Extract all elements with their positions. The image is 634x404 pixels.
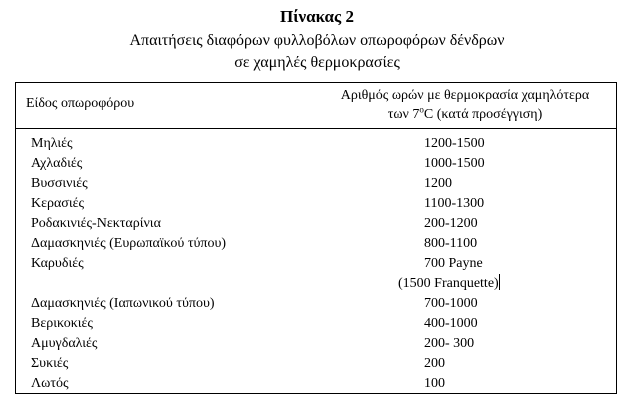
table-row [16,374,616,394]
fruit-name: Καρυδιές [31,256,84,271]
chill-hours: 1000-1500 [424,156,485,171]
table-title: Πίνακας 2 [280,7,354,26]
chill-hours: 700-1000 [424,296,478,311]
table-row [16,314,616,334]
chill-hours: 1200-1500 [424,136,485,151]
header-chill-hours-line2 [321,105,609,124]
fruit-name: Κερασιές [31,196,85,211]
header-fruit-species: Είδος οπωροφόρου [26,96,135,111]
fruit-name: Δαμασκηνιές (Ιαπωνικού τύπου) [31,296,215,311]
chill-hours: 400-1000 [424,316,478,331]
degree-symbol: ο [419,104,424,115]
table-row [16,174,616,194]
table-row [16,354,616,374]
header-chill-hours-line1: Αριθμός ωρών με θερμοκρασία χαμηλότερα [340,88,590,103]
header-divider [16,128,616,129]
table-row [16,274,616,294]
fruit-name: Μηλιές [31,136,73,151]
table-row [16,334,616,354]
table-caption-line2: σε χαμηλές θερμοκρασίες [234,54,400,71]
chill-hours-table [15,82,617,394]
chill-hours: 1100-1300 [424,196,485,211]
header-text-post: C (κατά προσέγγιση) [423,107,543,122]
table-row [16,294,616,314]
fruit-name: Αχλαδιές [31,156,83,171]
text-cursor [499,274,500,290]
chill-hours: 800-1100 [424,236,478,251]
table-row [16,154,616,174]
fruit-name: Ροδακινιές-Νεκταρίνια [31,216,161,231]
table-row [16,134,616,154]
fruit-name: Λωτός [31,376,69,391]
fruit-name: Βυσσινιές [31,176,88,191]
table-row [16,234,616,254]
chill-hours: 200-1200 [424,216,478,231]
chill-hours: 700 Payne [424,256,483,271]
chill-hours: 200 [424,356,445,371]
table-caption-line1: Απαιτήσεις διαφόρων φυλλοβόλων οπωροφόρων δένδρων [129,32,505,49]
fruit-name: Βερικοκιές [31,316,93,331]
fruit-name: Αμυγδαλιές [31,336,98,351]
chill-hours: 100 [424,376,445,391]
table-row [16,194,616,214]
header-chill-hours [321,86,609,124]
table-row [16,254,616,274]
fruit-name: Συκιές [31,356,69,371]
table-body [16,134,616,394]
fruit-name: Δαμασκηνιές (Ευρωπαϊκού τύπου) [31,236,227,251]
table-row [16,214,616,234]
chill-hours-note[interactable] [398,274,500,294]
chill-hours: (1500 Franquette) [398,276,499,291]
chill-hours: 200- 300 [424,336,475,351]
chill-hours: 1200 [424,176,452,191]
header-text-pre: των 7 [387,107,420,122]
